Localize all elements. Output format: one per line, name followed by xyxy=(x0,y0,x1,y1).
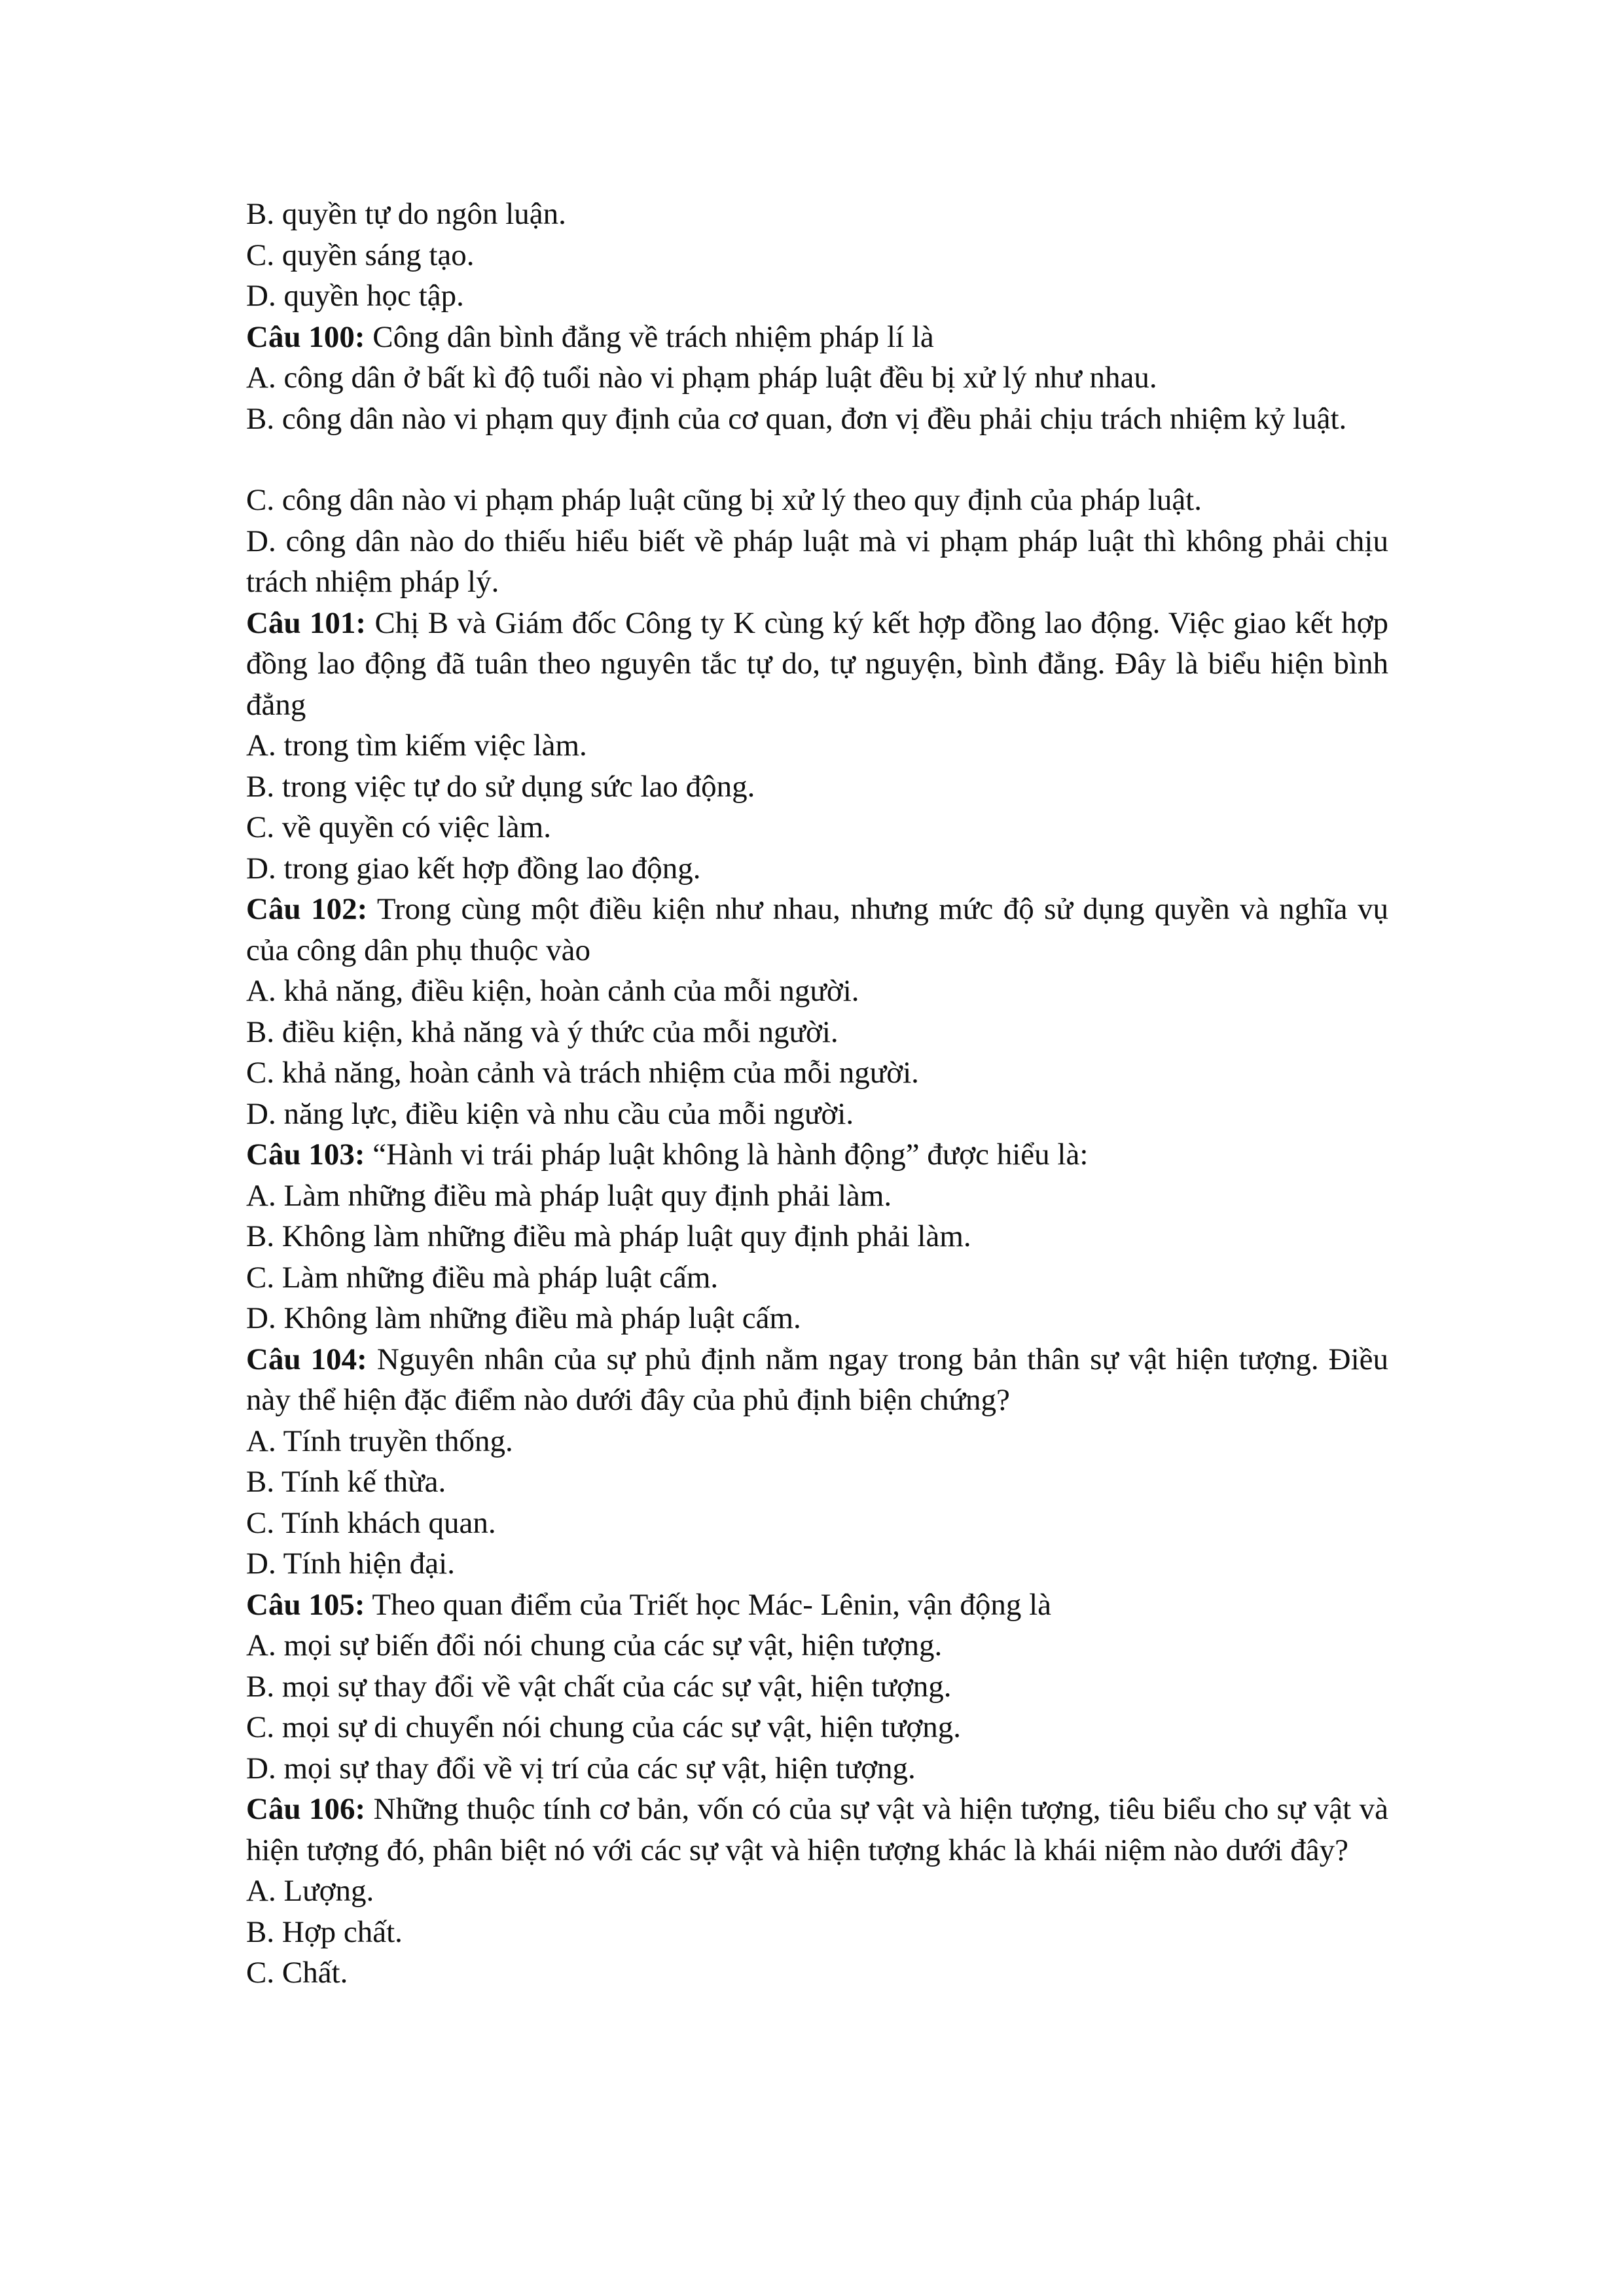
document-page xyxy=(246,194,1388,1994)
answer-option: D. quyền học tập. xyxy=(246,279,464,313)
answer-option: B. công dân nào vi phạm quy định của cơ quan, đơn vị đều phải chịu trách nhiệm kỷ luật. xyxy=(246,401,1347,436)
answer-option: A. Làm những điều mà pháp luật quy định phải làm. xyxy=(246,1178,892,1213)
question-label: Câu 104: xyxy=(246,1342,367,1376)
answer-option: D. công dân nào do thiếu hiểu biết về pháp luật mà vi phạm pháp luật thì không phải chịu trách nhiệm pháp lý. xyxy=(246,524,1388,599)
question-104 xyxy=(246,1339,1388,1421)
blank-gap xyxy=(246,439,1388,480)
answer-option: A. Lượng. xyxy=(246,1874,374,1908)
answer-option: A. Tính truyền thống. xyxy=(246,1424,513,1458)
question-label: Câu 101: xyxy=(246,605,367,640)
question-text: Trong cùng một điều kiện như nhau, nhưng mức độ sử dụng quyền và nghĩa vụ của công dân phụ thuộc vào xyxy=(246,892,1388,967)
answer-option: B. điều kiện, khả năng và ý thức của mỗi người. xyxy=(246,1014,839,1049)
answer-option: B. Không làm những điều mà pháp luật quy định phải làm. xyxy=(246,1219,971,1253)
question-text: Chị B và Giám đốc Công ty K cùng ký kết hợp đồng lao động. Việc giao kết hợp đồng lao động đã tuân theo nguyên tắc tự do, tự nguyện, bình đẳng. Đây là biểu hiện bình đẳng xyxy=(246,605,1389,722)
question-105 xyxy=(246,1585,1388,1626)
question-text: Công dân bình đẳng về trách nhiệm pháp lí là xyxy=(365,319,934,354)
question-text: Những thuộc tính cơ bản, vốn có của sự vật và hiện tượng, tiêu biểu cho sự vật và hiện tượng đó, phân biệt nó với các sự vật và hiện tượng khác là khái niệm nào dưới đây? xyxy=(246,1792,1388,1867)
question-text: Nguyên nhân của sự phủ định nằm ngay trong bản thân sự vật hiện tượng. Điều này thể hiện đặc điểm nào dưới đây của phủ định biện chứng? xyxy=(246,1342,1389,1417)
answer-option: D. trong giao kết hợp đồng lao động. xyxy=(246,851,701,886)
answer-option: D. Không làm những điều mà pháp luật cấm. xyxy=(246,1301,801,1335)
answer-option: A. trong tìm kiếm việc làm. xyxy=(246,728,587,762)
answer-option: A. mọi sự biến đổi nói chung của các sự vật, hiện tượng. xyxy=(246,1628,943,1662)
answer-option: D. mọi sự thay đổi về vị trí của các sự vật, hiện tượng. xyxy=(246,1751,916,1785)
answer-option: C. Làm những điều mà pháp luật cấm. xyxy=(246,1260,719,1295)
question-label: Câu 105: xyxy=(246,1587,365,1622)
question-101 xyxy=(246,603,1388,726)
answer-option: A. công dân ở bất kì độ tuổi nào vi phạm pháp luật đều bị xử lý như nhau. xyxy=(246,361,1157,395)
answer-option: D. Tính hiện đại. xyxy=(246,1547,455,1581)
answer-option: B. Hợp chất. xyxy=(246,1914,403,1949)
answer-option: C. quyền sáng tạo. xyxy=(246,238,475,272)
question-text: Theo quan điểm của Triết học Mác- Lênin, vận động là xyxy=(365,1587,1052,1622)
answer-option: A. khả năng, điều kiện, hoàn cảnh của mỗi người. xyxy=(246,974,859,1008)
answer-option: D. năng lực, điều kiện và nhu cầu của mỗi người. xyxy=(246,1096,854,1131)
answer-option: B. quyền tự do ngôn luận. xyxy=(246,197,566,231)
question-label: Câu 102: xyxy=(246,892,368,926)
question-label: Câu 103: xyxy=(246,1138,365,1172)
answer-option: C. mọi sự di chuyển nói chung của các sự vật, hiện tượng. xyxy=(246,1710,961,1744)
answer-option: C. công dân nào vi phạm pháp luật cũng bị xử lý theo quy định của pháp luật. xyxy=(246,483,1202,517)
question-106 xyxy=(246,1789,1388,1871)
answer-option: B. trong việc tự do sử dụng sức lao động. xyxy=(246,769,755,804)
answer-option: C. về quyền có việc làm. xyxy=(246,810,551,844)
question-102 xyxy=(246,889,1388,971)
answer-option: B. Tính kế thừa. xyxy=(246,1465,446,1499)
question-text: “Hành vi trái pháp luật không là hành động” được hiểu là: xyxy=(365,1138,1089,1172)
answer-option: C. Chất. xyxy=(246,1956,348,1990)
answer-option: B. mọi sự thay đổi về vật chất của các sự vật, hiện tượng. xyxy=(246,1669,952,1704)
question-label: Câu 106: xyxy=(246,1792,366,1826)
question-label: Câu 100: xyxy=(246,319,365,354)
question-100 xyxy=(246,317,1388,358)
answer-option: C. khả năng, hoàn cảnh và trách nhiệm của mỗi người. xyxy=(246,1056,919,1090)
question-103 xyxy=(246,1134,1388,1175)
answer-option: C. Tính khách quan. xyxy=(246,1505,496,1540)
